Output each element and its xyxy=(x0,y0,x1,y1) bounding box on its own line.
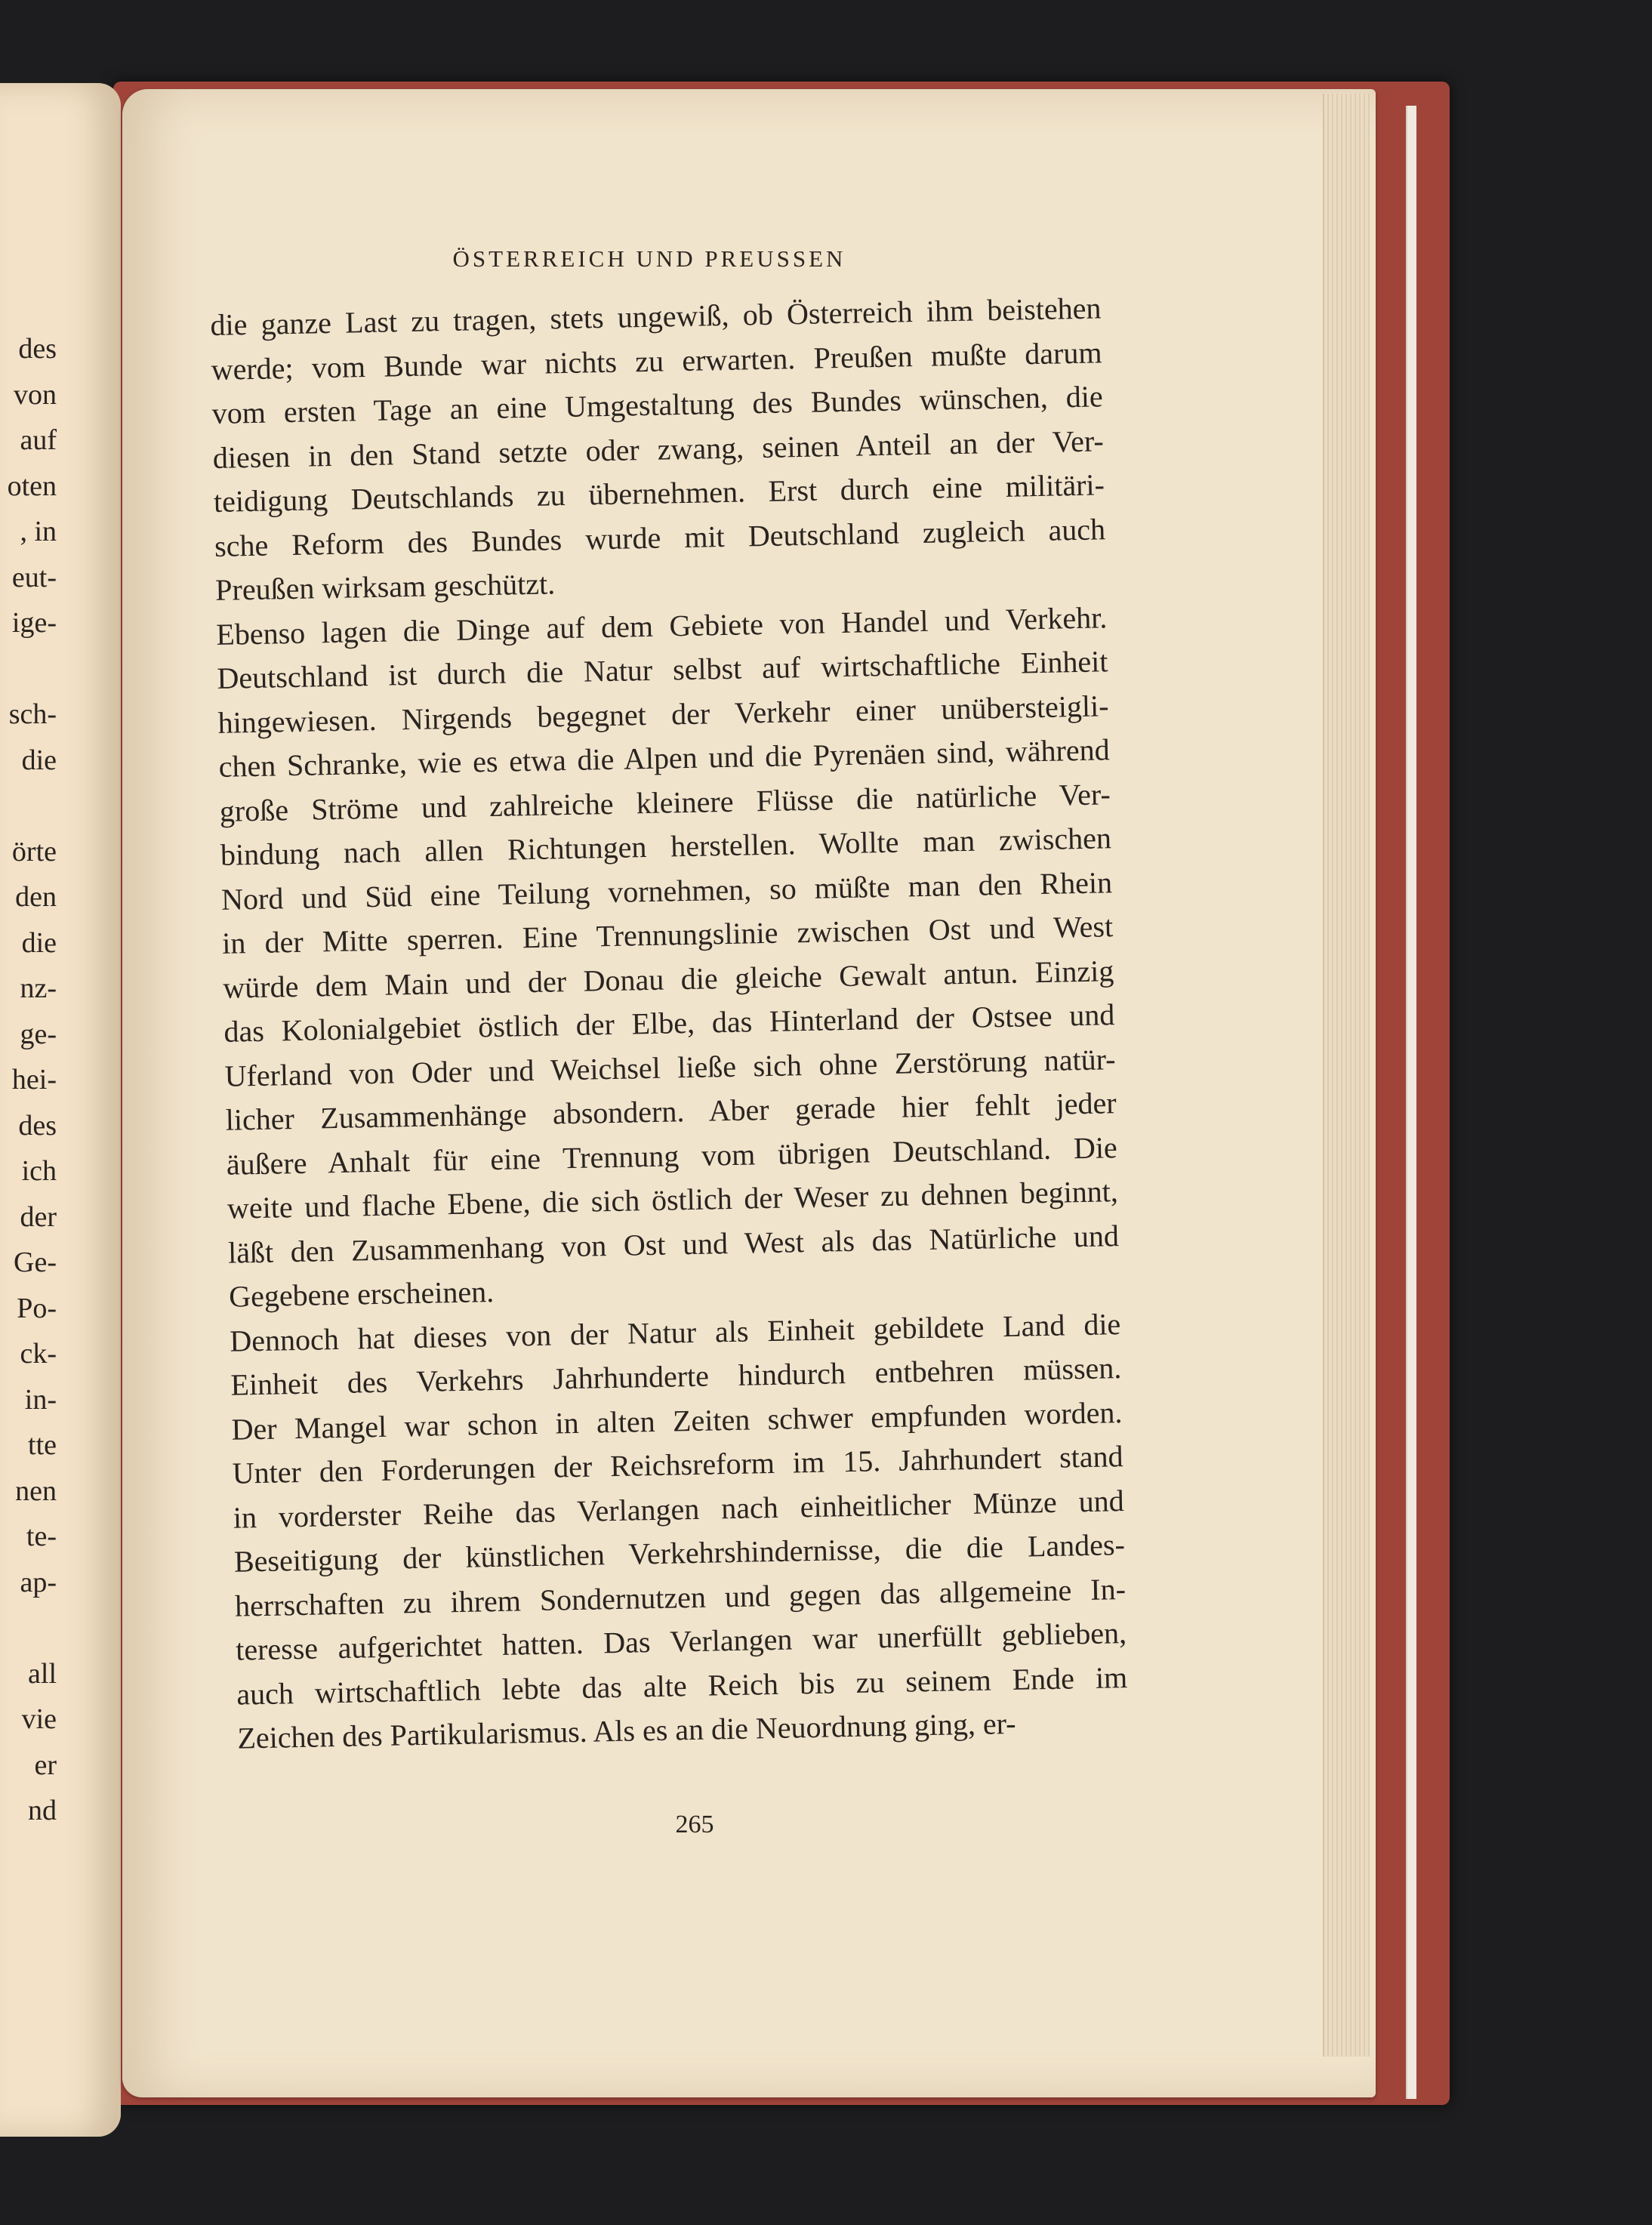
left-page-fragment: nen xyxy=(15,1475,57,1507)
left-page-fragment: des xyxy=(18,333,57,365)
text-line: Einheit des Verkehrs Jahrhunderte hindurch entbehren müssen. xyxy=(230,1351,1122,1402)
left-page-fragment: er xyxy=(34,1749,57,1781)
left-page-fragment: örte xyxy=(11,835,57,868)
text-line: Uferland von Oder und Weichsel ließe sich ohne Zerstörung natür- xyxy=(224,1041,1116,1093)
text-line: Der Mangel war schon in alten Zeiten schwer empfunden worden. xyxy=(231,1394,1123,1447)
left-page-fragment: die xyxy=(21,744,57,776)
left-page-fragment: ige- xyxy=(11,607,57,639)
left-page-fragment: auf xyxy=(20,424,57,456)
text-line: bindung nach allen Richtungen herstellen. Wollte man zwischen xyxy=(220,821,1112,872)
left-page-fragment: all xyxy=(28,1657,57,1690)
left-page-fragment: den xyxy=(15,881,57,913)
left-page-fragment: nd xyxy=(28,1795,57,1826)
left-page-fragment: der xyxy=(20,1200,57,1233)
left-page-fragment: des xyxy=(18,1109,57,1142)
page-block-edges xyxy=(1323,94,1370,2057)
text-line: diesen in den Stand setzte oder zwang, seinen Anteil an der Ver- xyxy=(212,423,1105,475)
left-page-fragment: vie xyxy=(21,1703,57,1735)
left-page-fragment: von xyxy=(14,378,57,411)
text-line: sche Reform des Bundes wurde mit Deutschland zugleich auch xyxy=(214,511,1106,563)
text-line: in vorderster Reihe das Verlangen nach einheitlicher Münze und xyxy=(233,1483,1125,1535)
running-head: ÖSTERREICH UND PREUSSEN xyxy=(452,245,846,272)
text-line: die ganze Last zu tragen, stets ungewiß, ob Österreich ihm beistehen xyxy=(210,291,1102,342)
text-line: das Kolonialgebiet östlich der Elbe, das Hinterland der Ostsee und xyxy=(223,997,1115,1049)
text-line: hingewiesen. Nirgends begegnet der Verkehr einer unübersteigli- xyxy=(217,688,1109,740)
text-line: Unter den Forderungen der Reichsreform im 15. Jahrhundert stand xyxy=(232,1439,1123,1490)
left-page-fragment: hei- xyxy=(11,1064,57,1096)
text-line: auch wirtschaftlich lebte das alte Reich bis zu seinem Ende im xyxy=(236,1660,1128,1712)
left-page xyxy=(0,83,121,2137)
text-line: herrschaften zu ihrem Sondernutzen und gegen das allgemeine In- xyxy=(234,1571,1127,1623)
left-page-fragment: Po- xyxy=(17,1292,57,1324)
text-line: in der Mitte sperren. Eine Trennungslinie zwischen Ost und West xyxy=(221,909,1114,960)
left-page-fragment: tte xyxy=(28,1429,57,1461)
text-line: chen Schranke, wie es etwa die Alpen und die Pyrenäen sind, während xyxy=(218,732,1110,784)
text-line: Gegebene erscheinen. xyxy=(228,1274,495,1314)
text-line: würde dem Main und der Donau die gleiche Gewalt antun. Einzig xyxy=(222,953,1114,1005)
text-line: licher Zusammenhänge absondern. Aber gerade hier fehlt jeder xyxy=(225,1086,1117,1137)
left-page-fragment: die xyxy=(21,926,57,959)
body-text xyxy=(210,286,1129,1761)
left-page-fragment: ge- xyxy=(20,1018,57,1050)
left-page-fragment: in- xyxy=(24,1383,57,1416)
text-line: Deutschland ist durch die Natur selbst auf wirtschaftliche Einheit xyxy=(217,644,1108,695)
left-page-fragment: te- xyxy=(26,1521,57,1552)
text-line: teresse aufgerichtet hatten. Das Verlangen war unerfüllt geblieben, xyxy=(235,1616,1127,1667)
left-page-fragment: , in xyxy=(20,516,57,547)
text-line: vom ersten Tage an eine Umgestaltung des Bundes wünschen, die xyxy=(211,379,1104,430)
text-line: äußere Anhalt für eine Trennung vom übrigen Deutschland. Die xyxy=(226,1129,1118,1182)
text-line: werde; vom Bunde war nichts zu erwarten. Preußen mußte darum xyxy=(211,334,1102,387)
text-line: Nord und Süd eine Teilung vornehmen, so müßte man den Rhein xyxy=(220,864,1113,917)
left-page-fragment: eut- xyxy=(11,561,57,593)
left-page-fragment: nz- xyxy=(20,972,57,1004)
left-page-fragment: sch- xyxy=(8,698,57,730)
text-line: Ebenso lagen die Dinge auf dem Gebiete von Handel und Verkehr. xyxy=(215,599,1108,652)
text-line: Beseitigung der künstlichen Verkehrshindernisse, die die Landes- xyxy=(233,1527,1126,1579)
cover-edge xyxy=(1406,106,1416,2099)
left-page-fragment: ich xyxy=(21,1155,57,1187)
left-page-fragment: ck- xyxy=(20,1338,57,1370)
text-line: Preußen wirksam geschützt. xyxy=(214,566,556,607)
text-line: teidigung Deutschlands zu übernehmen. Erst durch eine militäri- xyxy=(213,467,1105,519)
page-number: 265 xyxy=(675,1811,714,1838)
text-line: Dennoch hat dieses von der Natur als Einheit gebildete Land die xyxy=(229,1306,1121,1358)
left-page-fragment: oten xyxy=(7,470,57,502)
text-line: große Ströme und zahlreiche kleinere Flüsse die natürliche Ver- xyxy=(219,776,1111,828)
left-page-fragment: ap- xyxy=(20,1566,57,1598)
text-line: Zeichen des Partikularismus. Als es an die Neuordnung ging, er- xyxy=(237,1706,1016,1755)
left-page-fragment: Ge- xyxy=(14,1247,57,1278)
text-line: läßt den Zusammenhang von Ost und West als das Natürliche und xyxy=(227,1218,1120,1270)
text-line: weite und flache Ebene, die sich östlich der Weser zu dehnen beginnt, xyxy=(227,1174,1119,1225)
